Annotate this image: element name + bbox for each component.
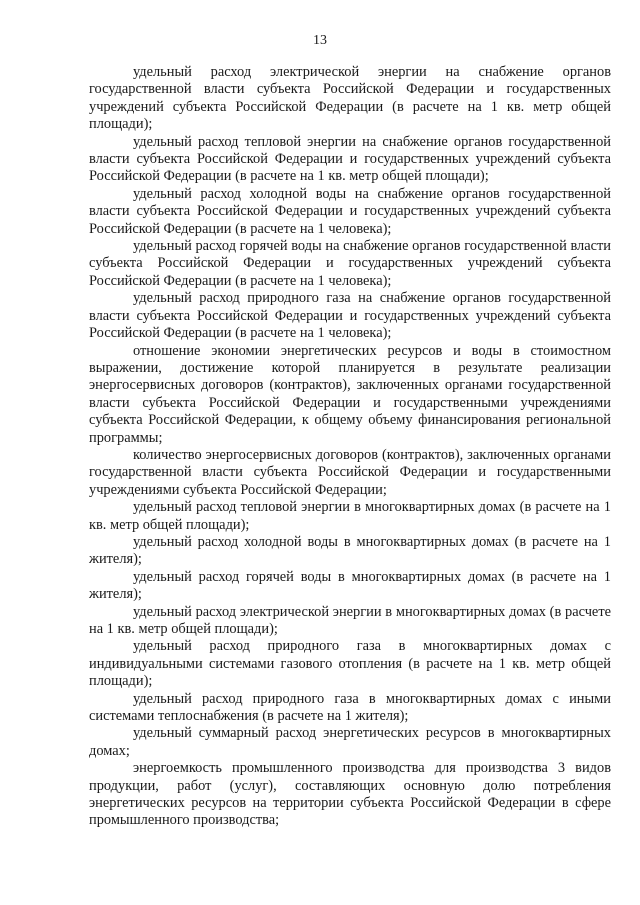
paragraph: удельный расход тепловой энергии на снабжение органов государственной власти субъекта Российской Федерации и государственных учреждений субъекта Российской Федерации (в расчете на 1 кв. метр общей площади); — [89, 133, 611, 185]
paragraph: удельный расход природного газа на снабжение органов государственной власти субъекта Российской Федерации и государственных учреждений субъекта Российской Федерации (в расчете на 1 человека); — [89, 290, 611, 342]
paragraph: удельный расход электрической энергии в многоквартирных домах (в расчете на 1 кв. метр общей площади); — [89, 603, 611, 637]
paragraph: удельный расход природного газа в многоквартирных домах с индивидуальными системами газового отопления (в расчете на 1 кв. метр общей площади); — [89, 638, 611, 690]
paragraph: удельный расход горячей воды в многоквартирных домах (в расчете на 1 жителя); — [89, 568, 611, 603]
page-number: 13 — [313, 33, 327, 48]
paragraph: удельный расход тепловой энергии в многоквартирных домах (в расчете на 1 кв. метр общей площади); — [89, 499, 611, 533]
document-body — [89, 64, 611, 830]
paragraph: удельный расход природного газа в многоквартирных домах с иными системами теплоснабжения (в расчете на 1 жителя); — [89, 690, 611, 725]
paragraph: удельный расход холодной воды в многоквартирных домах (в расчете на 1 жителя); — [89, 533, 611, 568]
paragraph: энергоемкость промышленного производства для производства 3 видов продукции, работ (услуг), составляющих основную долю потребления энергетических ресурсов на территории субъекта Российской Федерации в сфере промышленного производства; — [89, 760, 611, 829]
paragraph: удельный расход холодной воды на снабжение органов государственной власти субъекта Российской Федерации и государственных учреждений субъекта Российской Федерации (в расчете на 1 человека); — [89, 185, 611, 237]
paragraph: удельный суммарный расход энергетических ресурсов в многоквартирных домах; — [89, 725, 611, 759]
paragraph: отношение экономии энергетических ресурсов и воды в стоимостном выражении, достижение которой планируется в результате реализации энергосервисных договоров (контрактов), заключенных органами государственной власти субъекта Российской Федерации и государственными учреждениями субъекта Российской Федерации, к общему объему финансирования региональной программы; — [89, 342, 611, 446]
paragraph: удельный расход электрической энергии на снабжение органов государственной власти субъекта Российской Федерации и государственных учреждений субъекта Российской Федерации (в расчете на 1 кв. метр общей площади); — [89, 64, 611, 133]
paragraph: удельный расход горячей воды на снабжение органов государственной власти субъекта Российской Федерации и государственных учреждений субъекта Российской Федерации (в расчете на 1 человека); — [89, 238, 611, 289]
paragraph: количество энергосервисных договоров (контрактов), заключенных органами государственной власти субъекта Российской Федерации и государственными учреждениями субъекта Российской Федерации; — [89, 446, 611, 498]
